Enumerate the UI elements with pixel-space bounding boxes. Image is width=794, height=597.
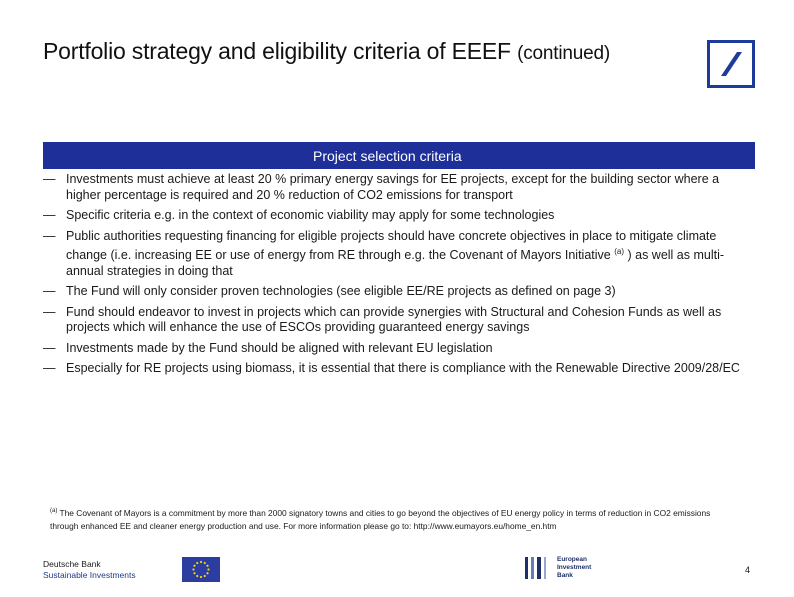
footnote-ref: (a) bbox=[614, 247, 624, 256]
list-item-text-cont: ) as well as multi-annual strategies in doing that bbox=[66, 248, 725, 278]
list-item-text: Investments must achieve at least 20 % primary energy savings for EE projects, except for the building sector where a higher percentage is required and 20 % reduction of CO2 emissions for transport bbox=[66, 172, 720, 202]
list-item bbox=[43, 341, 755, 357]
bullet-dash: — bbox=[43, 304, 56, 319]
bullet-dash: — bbox=[43, 340, 56, 355]
bullet-dash: — bbox=[43, 172, 56, 186]
bullet-dash: — bbox=[43, 208, 56, 222]
footnote-marker: (a) bbox=[50, 508, 58, 514]
list-item-text: Especially for RE projects using biomass, it is essential that there is compliance with the Renewable Directive 2009/28/EC bbox=[66, 361, 740, 376]
bullet-dash: — bbox=[43, 284, 56, 299]
eib-line1: European bbox=[557, 556, 587, 563]
list-item bbox=[43, 305, 755, 336]
page-title bbox=[43, 38, 610, 65]
list-item bbox=[43, 229, 755, 280]
page-title-suffix: (continued) bbox=[517, 43, 610, 64]
bullet-dash: — bbox=[43, 228, 56, 243]
section-banner bbox=[43, 142, 755, 169]
list-item-text: Fund should endeavor to invest in projects which can provide synergies with Structural and Cohesion Funds as well as projects which will enhance the use of ESCOs providing guaranteed energy savings bbox=[66, 304, 722, 335]
footnote-text: The Covenant of Mayors is a commitment by more than 2000 signatory towns and cities to go beyond the objectives of EU energy policy in terms of reduction in CO2 emissions through enhanced EE and cleaner energy production and use. For more information please go to: http://www.eumayors.eu/home_en.htm bbox=[50, 507, 711, 531]
page-title-main: Portfolio strategy and eligibility criteria of EEEF bbox=[43, 38, 511, 64]
company-division: Sustainable Investments bbox=[43, 569, 136, 580]
eib-wordmark bbox=[557, 556, 591, 580]
company-name: Deutsche Bank bbox=[43, 559, 101, 569]
list-item-text: Public authorities requesting financing for eligible projects should have concrete objectives in place to mitigate climate change (i.e. increasing EE or use of energy from RE through e.g. the Covenant of Mayors Initiative bbox=[66, 228, 717, 263]
list-item bbox=[43, 361, 755, 377]
eib-line2: Investment bbox=[557, 564, 592, 571]
list-item bbox=[43, 208, 755, 224]
banner-label: Project selection criteria bbox=[313, 148, 462, 164]
deutsche-bank-logo bbox=[707, 40, 755, 88]
footer-company bbox=[43, 559, 136, 580]
list-item-text: Investments made by the Fund should be aligned with relevant EU legislation bbox=[66, 340, 493, 355]
criteria-list bbox=[43, 172, 755, 382]
page-number: 4 bbox=[745, 565, 751, 575]
eib-line3: Bank bbox=[557, 572, 573, 579]
eib-logo-icon bbox=[523, 555, 553, 580]
footnote bbox=[50, 505, 740, 533]
eu-flag-icon bbox=[182, 557, 220, 582]
list-item bbox=[43, 172, 755, 203]
list-item bbox=[43, 284, 755, 300]
bullet-dash: — bbox=[43, 361, 56, 376]
list-item-text: The Fund will only consider proven technologies (see eligible EE/RE projects as defined on page 3) bbox=[66, 284, 616, 299]
list-item-text: Specific criteria e.g. in the context of economic viability may apply for some technologies bbox=[66, 208, 555, 222]
